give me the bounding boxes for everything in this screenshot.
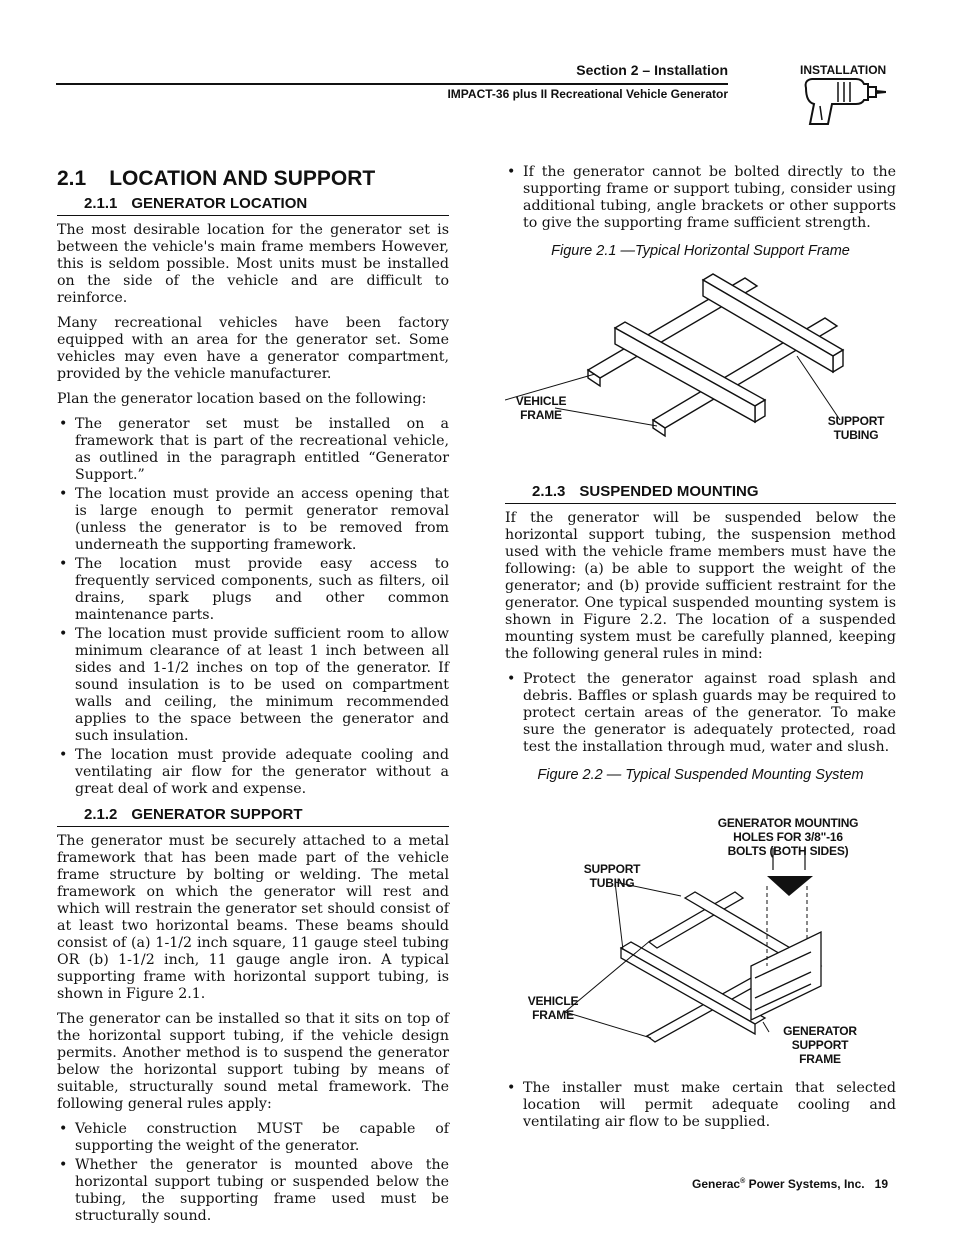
company-suffix: Power Systems, Inc. [745,1177,865,1191]
installation-badge-label: INSTALLATION [800,63,887,77]
list-item: • Protect the generator against road splash and debris. Baffles or splash guards may be required to protect certain areas of the generator. To make sure the generator is adequately protected, road test the installation through mud, water and slush. [505,671,896,756]
generator-support-frame-label: GENERATOR SUPPORT FRAME [783,1024,857,1066]
support-tubing-label: SUPPORT TUBING [827,414,885,442]
subsection-number: 2.1.2 [84,806,118,823]
company-name: Generac [692,1177,741,1191]
list-item: • The generator set must be installed on a framework that is part of the recreational vehicle, as outlined in the paragraph entitled “Generator Support.” [57,416,449,484]
section-title: Section 2 – Installation [576,62,728,78]
section-heading [57,167,449,190]
list-item: • The location must provide sufficient room to allow minimum clearance of at least 1 inch between all sides and 1-1/2 inches on top of the generator. If sound insulation is to be used on compartment walls and ceiling, the minimum recommended applies to the space between the generator and such insulation. [57,626,449,745]
subsection-number: 2.1.3 [532,483,566,500]
support-tubing-label: SUPPORT TUBING [583,862,641,890]
product-title: IMPACT-36 plus II Recreational Vehicle Generator [447,87,728,101]
right-column [505,164,896,1139]
subsection-heading-location [57,195,449,216]
subsection-title: GENERATOR LOCATION [131,195,308,212]
paragraph: If the generator will be suspended below the horizontal support tubing, the suspension method used with the vehicle frame members must have the following: (a) be able to support the weight of the generator; and (b) provide sufficient restraint for the generator. One typical suspended mounting system is shown in Figure 2.2. The location of a suspended mounting system must be carefully planned, keeping the following general rules in mind: [505,510,896,662]
list-item: • The installer must make certain that selected location will permit adequate cooling and ventilating air flow to be supplied. [505,1080,896,1131]
paragraph: Plan the generator location based on the following: [57,391,427,407]
list-item: • If the generator cannot be bolted directly to the supporting frame or support tubing, consider using additional tubing, angle brackets or other supports to give the supporting frame sufficient strength. [505,164,896,232]
figure-2-1 [505,268,896,483]
paragraph: The generator can be installed so that it sits on top of the horizontal support tubing, if the vehicle design permits. Another method is to suspend the generator below the horizontal support tubing by means of suitable, structurally sound metal framework. The following general rules apply: [57,1011,449,1112]
page-footer [692,1177,888,1191]
subsection-number: 2.1.1 [84,195,118,212]
horizontal-support-frame-diagram [505,268,896,483]
drill-icon [798,76,888,128]
section-number: 2.1 [57,167,87,190]
support-bullet-list [57,1121,449,1225]
page-number: 19 [874,1177,888,1191]
list-item: • The location must provide an access opening that is large enough to permit generator removal (unless the generator is to be removed from underneath the supporting framework. [57,486,449,554]
paragraph: The most desirable location for the generator set is between the vehicle's main frame members However, this is seldom possible. Most units must be installed on the side of the vehicle and are difficult to reinforce. [57,222,449,306]
vehicle-frame-label: VEHICLE FRAME [527,994,579,1022]
paragraph: The generator must be securely attached to a metal framework that has been made part of the vehicle frame structure by bolting or welding. The metal framework on which the generator will rest and which will restrain the generator set should consist of at least two horizontal beams. These beams should consist of (a) 1-1/2 inch square, 11 gauge steel tubing OR (b) 1-1/2 inch, 11 gauge angle iron. A typical supporting frame with horizontal support tubing, is shown in Figure 2.1. [57,833,449,1002]
figure-2-2-caption: Figure 2.2 — Typical Suspended Mounting System [537,767,864,783]
paragraph: Many recreational vehicles have been factory equipped with an area for the generator set. Some vehicles may even have a generator compartment, provided by the vehicle manufacturer. [57,315,449,382]
registered-mark: ® [740,1178,746,1185]
subsection-heading-suspended [505,483,896,504]
location-bullet-list [57,416,449,798]
support-bullet-list-continued [505,164,896,232]
section-heading-title: LOCATION AND SUPPORT [109,167,376,190]
figure-2-1-caption: Figure 2.1 —Typical Horizontal Support Frame [551,243,850,259]
list-item: • The location must provide adequate cooling and ventilating air flow for the generator without a great deal of work and expense. [57,747,449,798]
figure-2-2 [505,792,896,1080]
list-item: • The location must provide easy access to frequently serviced components, such as filters, oil drains, spark plugs and other common maintenance parts. [57,556,449,624]
subsection-heading-support [57,806,449,827]
final-bullet-list [505,1080,896,1131]
list-item: • Whether the generator is mounted above the horizontal support tubing or suspended below the tubing, the supporting frame used must be structurally sound. [57,1157,449,1225]
header-rule [56,83,728,85]
list-item: • Vehicle construction MUST be capable of supporting the weight of the generator. [57,1121,449,1155]
left-column [57,166,449,1233]
subsection-title: SUSPENDED MOUNTING [579,483,759,500]
suspended-bullet-list [505,671,896,756]
mounting-holes-label: GENERATOR MOUNTING HOLES FOR 3/8"-16 BOLTS (BOTH SIDES) [717,816,859,858]
vehicle-frame-label: VEHICLE FRAME [515,394,567,422]
subsection-title: GENERATOR SUPPORT [131,806,303,823]
